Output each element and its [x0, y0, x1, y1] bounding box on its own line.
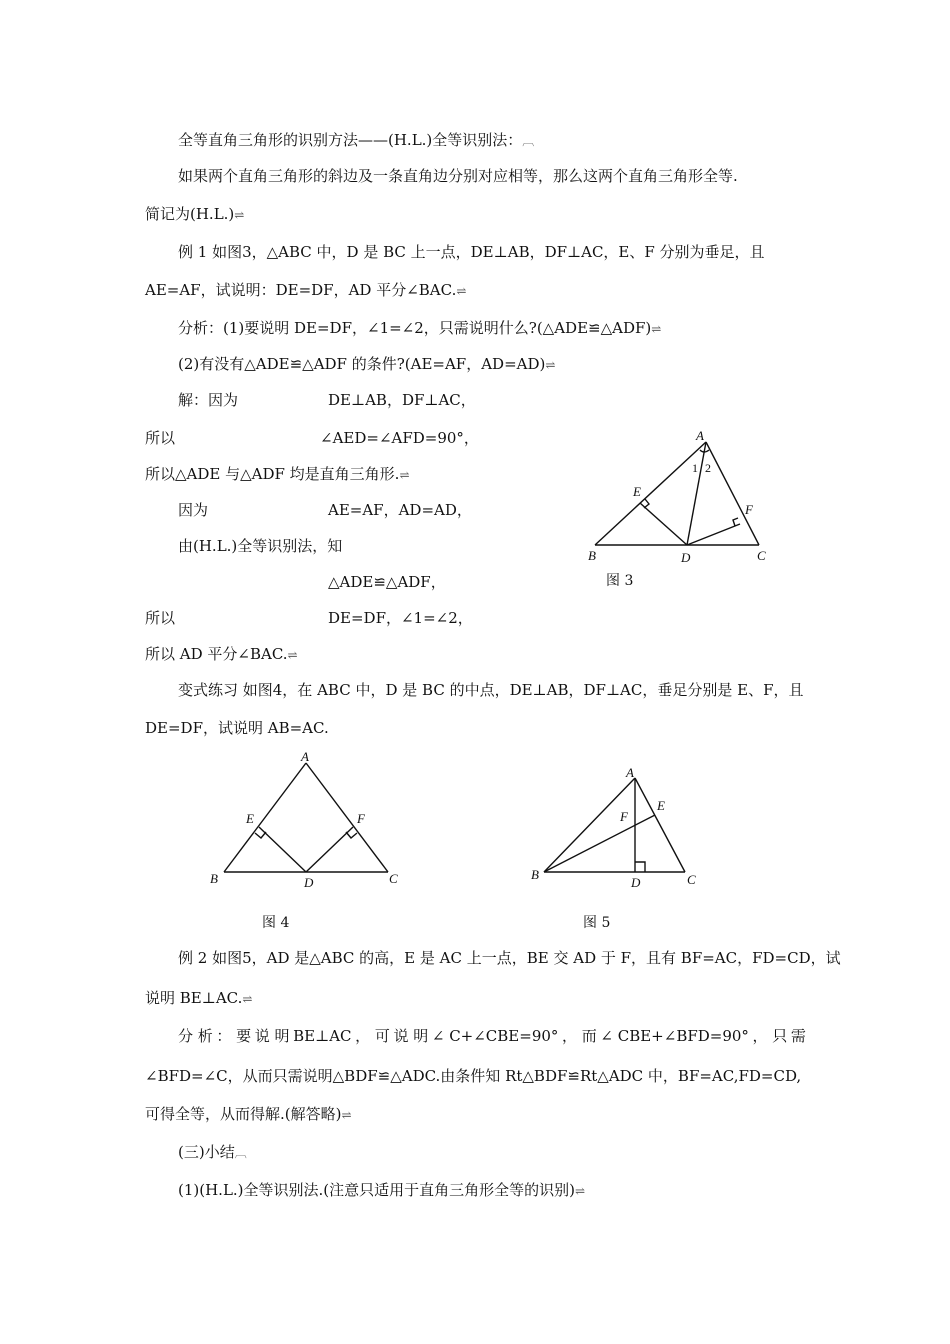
- fig4-label-d: D: [304, 875, 314, 890]
- line-8-lead: 解：因为: [178, 391, 239, 409]
- fig5-label-d: D: [631, 875, 641, 890]
- line-21: ∠BFD=∠C，从而只需说明△BDF≌△ADC.由条件知 Rt△BDF≌Rt△ADC 中，BF=AC,FD=CD,: [145, 1067, 802, 1085]
- line-9-body: ∠AED=∠AFD=90°，: [320, 429, 479, 447]
- fig4-segment-de: [259, 827, 306, 872]
- fig3-label-d: D: [681, 550, 691, 565]
- line-11-body: AE=AF，AD=AD，: [328, 501, 472, 519]
- fig3-label-e: E: [633, 484, 641, 499]
- line-9-lead: 所以: [145, 429, 176, 447]
- fig4-side-ab: [224, 763, 306, 872]
- line-19: 说明 BE⊥AC.⇌: [145, 989, 253, 1007]
- fig3-segment-df: [687, 524, 740, 545]
- line-2: 如果两个直角三角形的斜边及一条直角边分别对应相等，那么这两个直角三角形全等.: [178, 167, 738, 185]
- line-4: 例 1 如图3，△ABC 中，D 是 BC 上一点，DE⊥AB，DF⊥AC，E、F 分别为垂足，且: [178, 243, 765, 261]
- figure-3: [585, 428, 775, 568]
- line-15: 所以 AD 平分∠BAC.⇌: [145, 645, 298, 663]
- line-23: (三)小结︹: [178, 1143, 247, 1161]
- line-14-lead: 所以: [145, 609, 176, 627]
- fig5-label-c: C: [687, 872, 696, 887]
- line-14-body: DE=DF，∠1=∠2，: [328, 609, 473, 627]
- fig5-segment-be: [544, 815, 655, 872]
- fig5-label-e: E: [657, 798, 665, 813]
- line-13: △ADE≌△ADF，: [328, 573, 446, 591]
- fig3-caption: 图 3: [606, 573, 634, 589]
- fig5-label-a: A: [626, 765, 634, 780]
- fig3-side-ac: [706, 442, 759, 545]
- fig4-label-f: F: [357, 811, 365, 826]
- fig3-label-b: B: [588, 548, 596, 563]
- figure-5: [525, 760, 715, 895]
- fig5-right-angle-d: [635, 862, 645, 872]
- fig4-right-angle-e: [255, 832, 266, 838]
- fig4-side-ac: [306, 763, 388, 872]
- line-20: 分 析 ： 要 说 明 BE⊥AC ， 可 说 明 ∠ C+∠CBE=90° ， 而 ∠ CBE+∠BFD=90° ， 只 需: [178, 1027, 806, 1045]
- line-16: 变式练习 如图4，在 ABC 中，D 是 BC 的中点，DE⊥AB，DF⊥AC，垂足分别是 E、F，且: [178, 681, 804, 699]
- line-6: 分析：(1)要说明 DE=DF，∠1=∠2，只需说明什么?(△ADE≌△ADF)⇌: [178, 319, 662, 337]
- fig3-label-angle-2: 2: [705, 461, 711, 475]
- fig5-side-ac: [635, 778, 685, 872]
- line-11-lead: 因为: [178, 501, 209, 519]
- fig5-side-ab: [544, 778, 635, 872]
- fig4-label-a: A: [301, 749, 309, 764]
- fig4-label-c: C: [389, 871, 398, 886]
- fig3-label-angle-1: 1: [692, 461, 698, 475]
- fig4-label-e: E: [246, 811, 254, 826]
- line-3: 简记为(H.L.)⇌: [145, 205, 245, 223]
- line-10: 所以△ADE 与△ADF 均是直角三角形.⇌: [145, 465, 410, 483]
- line-17: DE=DF，试说明 AB=AC.: [145, 719, 329, 737]
- fig3-label-c: C: [757, 548, 766, 563]
- fig4-caption: 图 4: [262, 915, 290, 931]
- figure-4: [200, 745, 420, 895]
- fig3-label-f: F: [745, 502, 753, 517]
- line-5: AE=AF，试说明：DE=DF，AD 平分∠BAC.⇌: [145, 281, 467, 299]
- fig5-caption: 图 5: [583, 915, 611, 931]
- line-22: 可得全等，从而得解.(解答略)⇌: [145, 1105, 352, 1123]
- fig5-label-b: B: [531, 867, 539, 882]
- line-7: (2)有没有△ADE≌△ADF 的条件?(AE=AF，AD=AD)⇌: [178, 355, 556, 373]
- line-24: (1)(H.L.)全等识别法.(注意只适用于直角三角形全等的识别)⇌: [178, 1181, 586, 1199]
- line-1: 全等直角三角形的识别方法——(H.L.)全等识别法：︹: [178, 131, 535, 149]
- fig4-segment-df: [306, 827, 353, 872]
- line-12: 由(H.L.)全等识别法，知: [178, 537, 343, 555]
- fig4-right-angle-f: [346, 832, 357, 838]
- fig3-right-angle-e: [644, 499, 649, 508]
- fig3-segment-de: [640, 503, 687, 545]
- line-18: 例 2 如图5，AD 是△ABC 的高，E 是 AC 上一点，BE 交 AD 于 F，且有 BF=AC，FD=CD，试: [178, 949, 841, 967]
- line-8-body: DE⊥AB，DF⊥AC，: [328, 391, 476, 409]
- fig4-label-b: B: [210, 871, 218, 886]
- fig3-label-a: A: [696, 428, 704, 443]
- fig5-label-f: F: [620, 809, 628, 824]
